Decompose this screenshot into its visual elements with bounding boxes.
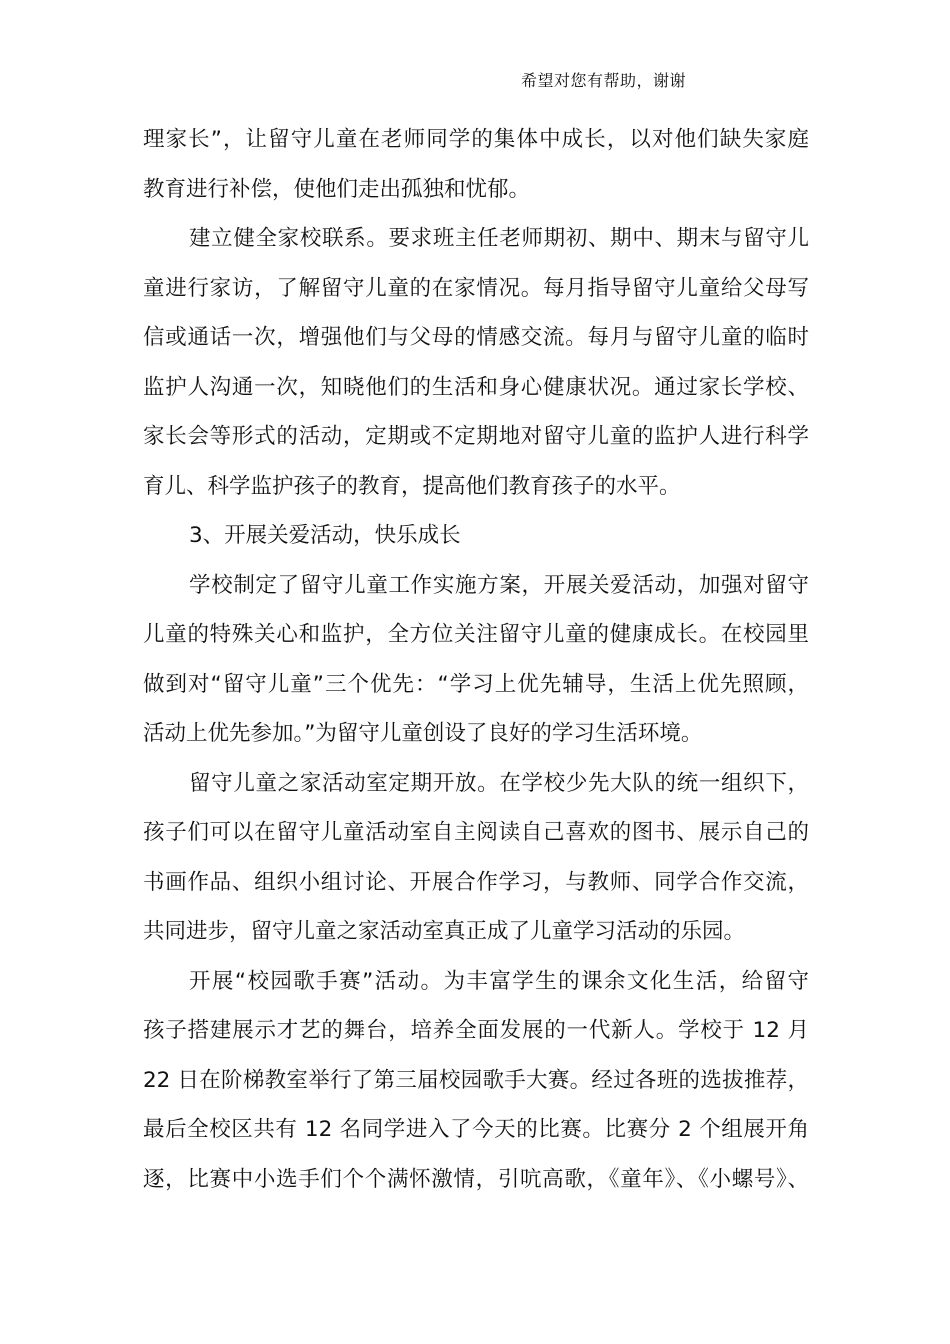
section-heading: 3、开展关爱活动，快乐成长 — [189, 523, 461, 548]
paragraph-start-line: 学校制定了留守儿童工作实施方案，开展关爱活动，加强对留守 — [189, 572, 809, 598]
text-line: 理家长”，让留守儿童在老师同学的集体中成长，以对他们缺失家庭 — [143, 127, 809, 152]
text-line: 儿童的特殊关心和监护，全方位关注留守儿童的健康成长。在校园里 — [143, 622, 809, 647]
text-line: 育儿、科学监护孩子的教育，提高他们教育孩子的水平。 — [143, 473, 681, 499]
page-header-note: 希望对您有帮助，谢谢 — [521, 71, 687, 90]
text-line: 孩子们可以在留守儿童活动室自主阅读自己喜欢的图书、展示自己的 — [143, 820, 809, 845]
text-line: 活动上优先参加。”为留守儿童创设了良好的学习生活环境。 — [143, 721, 703, 746]
text-line: 共同进步，留守儿童之家活动室真正成了儿童学习活动的乐园。 — [143, 919, 746, 944]
paragraph-start-line: 建立健全家校联系。要求班主任老师期初、期中、期末与留守儿 — [189, 226, 809, 251]
text-line: 家长会等形式的活动，定期或不定期地对留守儿童的监护人进行科学 — [143, 424, 809, 449]
text-line: 做到对“留守儿童”三个优先：“学习上优先辅导，生活上优先照顾， — [143, 671, 809, 697]
text-line: 最后全校区共有 12 名同学进入了今天的比赛。比赛分 2 个组展开角 — [143, 1117, 809, 1142]
text-line: 逐，比赛中小选手们个个满怀激情，引吭高歌，《童年》、《小螺号》、 — [143, 1166, 809, 1192]
paragraph-start-line: 开展“校园歌手赛”活动。为丰富学生的课余文化生活，给留守 — [189, 968, 809, 994]
document-body — [143, 115, 809, 1204]
text-line: 信或通话一次，增强他们与父母的情感交流。每月与留守儿童的临时 — [143, 325, 809, 350]
text-line: 孩子搭建展示才艺的舞台，培养全面发展的一代新人。学校于 12 月 — [143, 1018, 809, 1043]
text-line: 童进行家访，了解留守儿童的在家情况。每月指导留守儿童给父母写 — [143, 275, 809, 301]
text-line: 教育进行补偿，使他们走出孤独和忧郁。 — [143, 176, 531, 202]
text-line: 监护人沟通一次，知晓他们的生活和身心健康状况。通过家长学校、 — [143, 374, 809, 400]
paragraph-start-line: 留守儿童之家活动室定期开放。在学校少先大队的统一组织下， — [189, 770, 809, 796]
text-line: 22 日在阶梯教室举行了第三届校园歌手大赛。经过各班的选拔推荐， — [143, 1067, 809, 1093]
text-line: 书画作品、组织小组讨论、开展合作学习，与教师、同学合作交流， — [143, 869, 809, 895]
